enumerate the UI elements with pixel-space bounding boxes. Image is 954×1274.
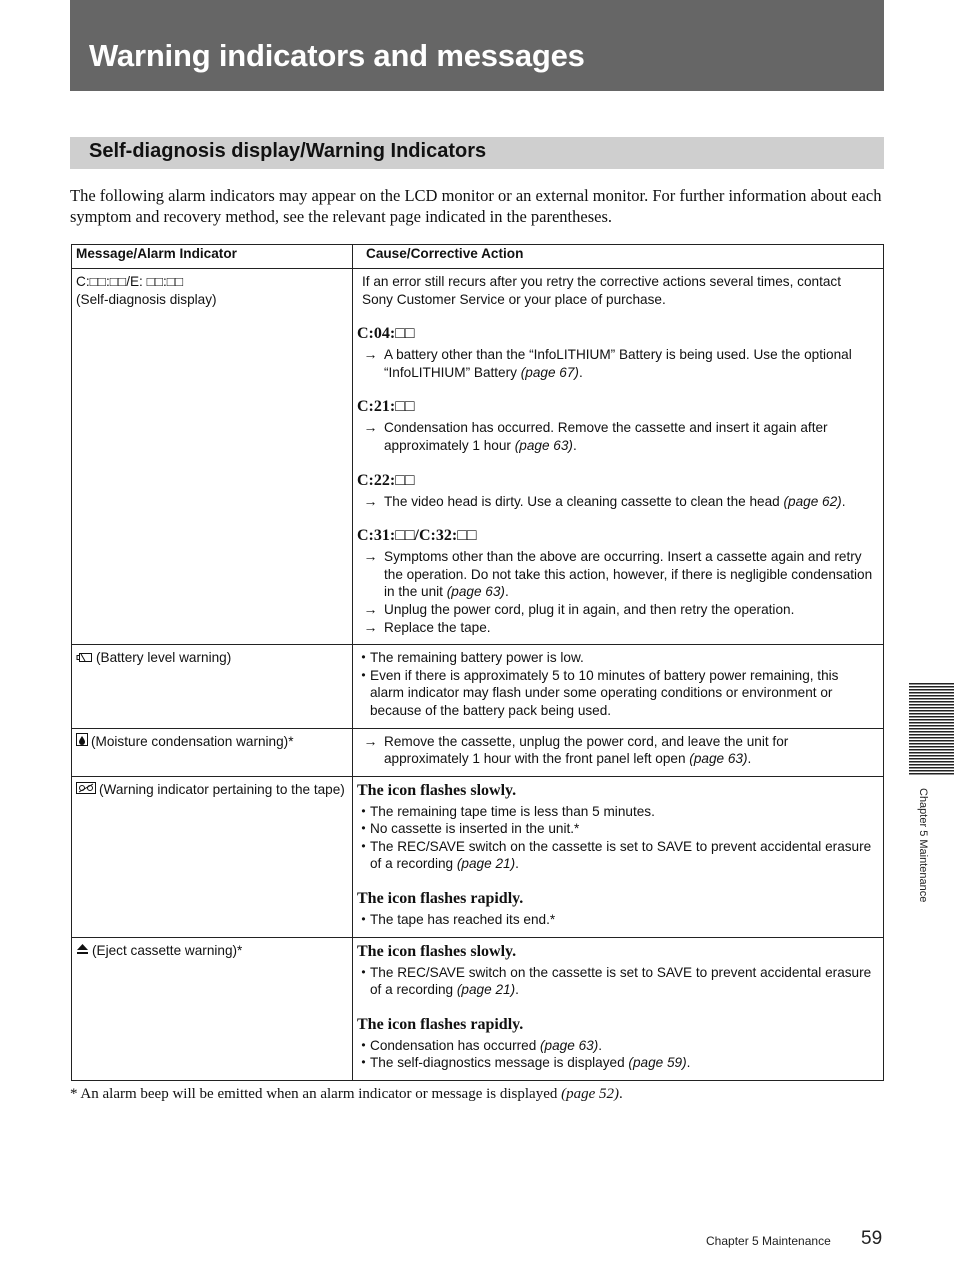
page-ref: (page 59) bbox=[628, 1055, 687, 1071]
arrow-icon: → bbox=[363, 600, 378, 617]
indicator-label: (Warning indicator pertaining to the tape) bbox=[99, 781, 345, 797]
footnote-text: * An alarm beep will be emitted when an alarm indicator or message is displayed bbox=[70, 1086, 562, 1102]
action-cell bbox=[353, 645, 884, 728]
self-diagnosis-label: (Self-diagnosis display) bbox=[76, 291, 217, 307]
battery-icon bbox=[76, 650, 93, 668]
action-item bbox=[357, 493, 875, 511]
table-row bbox=[72, 645, 884, 728]
action-item bbox=[357, 619, 875, 637]
action-item bbox=[357, 601, 875, 619]
table-header-row bbox=[72, 245, 884, 269]
warning-table bbox=[71, 244, 884, 1081]
bullet-icon: • bbox=[361, 964, 366, 979]
bullet-icon: • bbox=[361, 912, 366, 927]
code-heading: C:22:□□ bbox=[357, 471, 415, 489]
action-end: . bbox=[504, 584, 509, 600]
action-text: The video head is dirty. Use a cleaning cassette to clean the head bbox=[384, 493, 784, 509]
table-row bbox=[72, 728, 884, 776]
note-text: If an error still recurs after you retry the corrective actions several times, contact Sony Customer Service or your place of purchase. bbox=[362, 274, 841, 307]
indicator-cell bbox=[72, 269, 353, 645]
page-ref: (page 63) bbox=[446, 584, 505, 600]
page-ref: (page 52) bbox=[561, 1086, 620, 1102]
action-cell bbox=[353, 776, 884, 937]
indicator-cell bbox=[72, 776, 353, 937]
action-end: . bbox=[578, 364, 583, 380]
bullet-text: The self-diagnostics message is displayed bbox=[370, 1055, 629, 1071]
action-cell bbox=[353, 937, 884, 1080]
table-row bbox=[72, 937, 884, 1080]
bullet-text: The remaining battery power is low. bbox=[370, 650, 584, 666]
bullet-text: Even if there is approximately 5 to 10 minutes of battery power remaining, this alarm indicator may flash under some operating conditions or environment or because of the battery pack being used. bbox=[370, 667, 839, 718]
header-action: Cause/Corrective Action bbox=[353, 245, 884, 269]
page-title: Warning indicators and messages bbox=[89, 38, 585, 73]
bullet-icon: • bbox=[361, 650, 366, 665]
bullet-end: . bbox=[598, 1037, 603, 1053]
arrow-icon: → bbox=[363, 419, 378, 436]
bullet-text: No cassette is inserted in the unit.* bbox=[370, 821, 580, 837]
flash-rapid-heading: The icon flashes rapidly. bbox=[357, 890, 524, 908]
intro-paragraph: The following alarm indicators may appear on the LCD monitor or an external monitor. For further information about each symptom and recovery method, see the relevant page indicated in the parentheses. bbox=[70, 186, 882, 226]
code-heading: C:31:□□/C:32:□□ bbox=[357, 527, 477, 545]
code-heading: C:21:□□ bbox=[357, 398, 415, 416]
bullet-item bbox=[357, 667, 875, 720]
table-row bbox=[72, 776, 884, 937]
arrow-icon: → bbox=[363, 732, 378, 749]
table-row bbox=[72, 269, 884, 645]
indicator-label: (Battery level warning) bbox=[96, 650, 232, 666]
bullet-text: The REC/SAVE switch on the cassette is set to SAVE to prevent accidental erasure of a recording bbox=[370, 838, 872, 872]
bullet-icon: • bbox=[361, 803, 366, 818]
bullet-item bbox=[357, 1054, 875, 1072]
arrow-icon: → bbox=[363, 618, 378, 635]
indicator-cell bbox=[72, 728, 353, 776]
action-end: . bbox=[841, 493, 846, 509]
bullet-item bbox=[357, 911, 875, 929]
action-text: Remove the cassette, unplug the power cord, and leave the unit for approximately 1 hour with the front panel left open bbox=[384, 733, 789, 767]
indicator-cell bbox=[72, 645, 353, 728]
indicator-label: (Moisture condensation warning)* bbox=[91, 733, 294, 749]
bullet-item bbox=[357, 820, 875, 838]
bullet-icon: • bbox=[361, 1055, 366, 1070]
arrow-icon: → bbox=[363, 346, 378, 363]
footnote-end: . bbox=[619, 1086, 623, 1102]
bullet-end: . bbox=[515, 982, 519, 998]
header-indicator: Message/Alarm Indicator bbox=[72, 245, 353, 269]
action-item bbox=[357, 548, 875, 601]
bullet-icon: • bbox=[361, 1037, 366, 1052]
arrow-icon: → bbox=[363, 492, 378, 509]
bullet-item bbox=[357, 964, 875, 999]
section-title: Self-diagnosis display/Warning Indicators bbox=[89, 140, 487, 162]
action-text: Replace the tape. bbox=[384, 619, 491, 635]
action-item bbox=[357, 419, 875, 454]
action-text: Condensation has occurred. Remove the cassette and insert it again after approximately 1 hour bbox=[384, 420, 828, 453]
bullet-item bbox=[357, 803, 875, 821]
bullet-item bbox=[357, 649, 875, 667]
page-ref: (page 21) bbox=[456, 856, 516, 872]
bullet-end: . bbox=[515, 856, 519, 872]
page-ref: (page 63) bbox=[540, 1037, 599, 1053]
eject-icon bbox=[76, 942, 89, 960]
bullet-icon: • bbox=[361, 667, 366, 682]
footnote bbox=[70, 1086, 623, 1103]
bullet-text: The tape has reached its end.* bbox=[370, 912, 556, 928]
bullet-text: The remaining tape time is less than 5 minutes. bbox=[370, 803, 655, 819]
bullet-text: Condensation has occurred bbox=[370, 1037, 541, 1053]
action-cell bbox=[353, 728, 884, 776]
bullet-item bbox=[357, 1037, 875, 1055]
self-diagnosis-code: C:□□:□□/E: □□:□□ bbox=[76, 274, 184, 289]
bullet-item bbox=[357, 838, 875, 873]
action-item bbox=[357, 733, 875, 768]
page-ref: (page 63) bbox=[689, 751, 748, 767]
flash-slow-heading: The icon flashes slowly. bbox=[357, 942, 517, 960]
arrow-icon: → bbox=[363, 548, 378, 565]
bullet-icon: • bbox=[361, 838, 366, 853]
flash-rapid-heading: The icon flashes rapidly. bbox=[357, 1015, 524, 1033]
page-ref: (page 67) bbox=[520, 364, 579, 380]
action-text: Unplug the power cord, plug it in again, and then retry the operation. bbox=[384, 601, 795, 617]
page-ref: (page 62) bbox=[783, 493, 842, 509]
action-cell bbox=[353, 269, 884, 645]
bullet-text: The REC/SAVE switch on the cassette is set to SAVE to prevent accidental erasure of a recording bbox=[370, 964, 872, 998]
action-end: . bbox=[747, 751, 752, 767]
title-bar bbox=[70, 0, 884, 91]
code-heading: C:04:□□ bbox=[357, 325, 415, 343]
page-ref: (page 63) bbox=[514, 437, 573, 453]
indicator-label: (Eject cassette warning)* bbox=[92, 942, 243, 958]
action-end: . bbox=[572, 437, 577, 453]
bullet-end: . bbox=[686, 1055, 691, 1071]
chapter-tab-marker bbox=[909, 683, 954, 775]
footer-chapter: Chapter 5 Maintenance bbox=[706, 1234, 831, 1248]
page-number: 59 bbox=[861, 1228, 883, 1249]
indicator-cell bbox=[72, 937, 353, 1080]
action-item bbox=[357, 346, 875, 381]
chapter-side-label: Chapter 5 Maintenance bbox=[917, 788, 929, 903]
section-bar bbox=[70, 137, 884, 169]
action-text: A battery other than the “InfoLITHIUM” Battery is being used. Use the optional “InfoLITHIUM” Battery bbox=[384, 347, 852, 380]
moisture-icon bbox=[76, 733, 88, 751]
flash-slow-heading: The icon flashes slowly. bbox=[357, 781, 517, 799]
tape-warning-icon bbox=[76, 781, 96, 799]
bullet-icon: • bbox=[361, 821, 366, 836]
action-text: Symptoms other than the above are occurring. Insert a cassette again and retry the operation. Do not take this action, however, if there is negligible condensation in the unit bbox=[384, 549, 873, 600]
page-ref: (page 21) bbox=[456, 982, 516, 998]
